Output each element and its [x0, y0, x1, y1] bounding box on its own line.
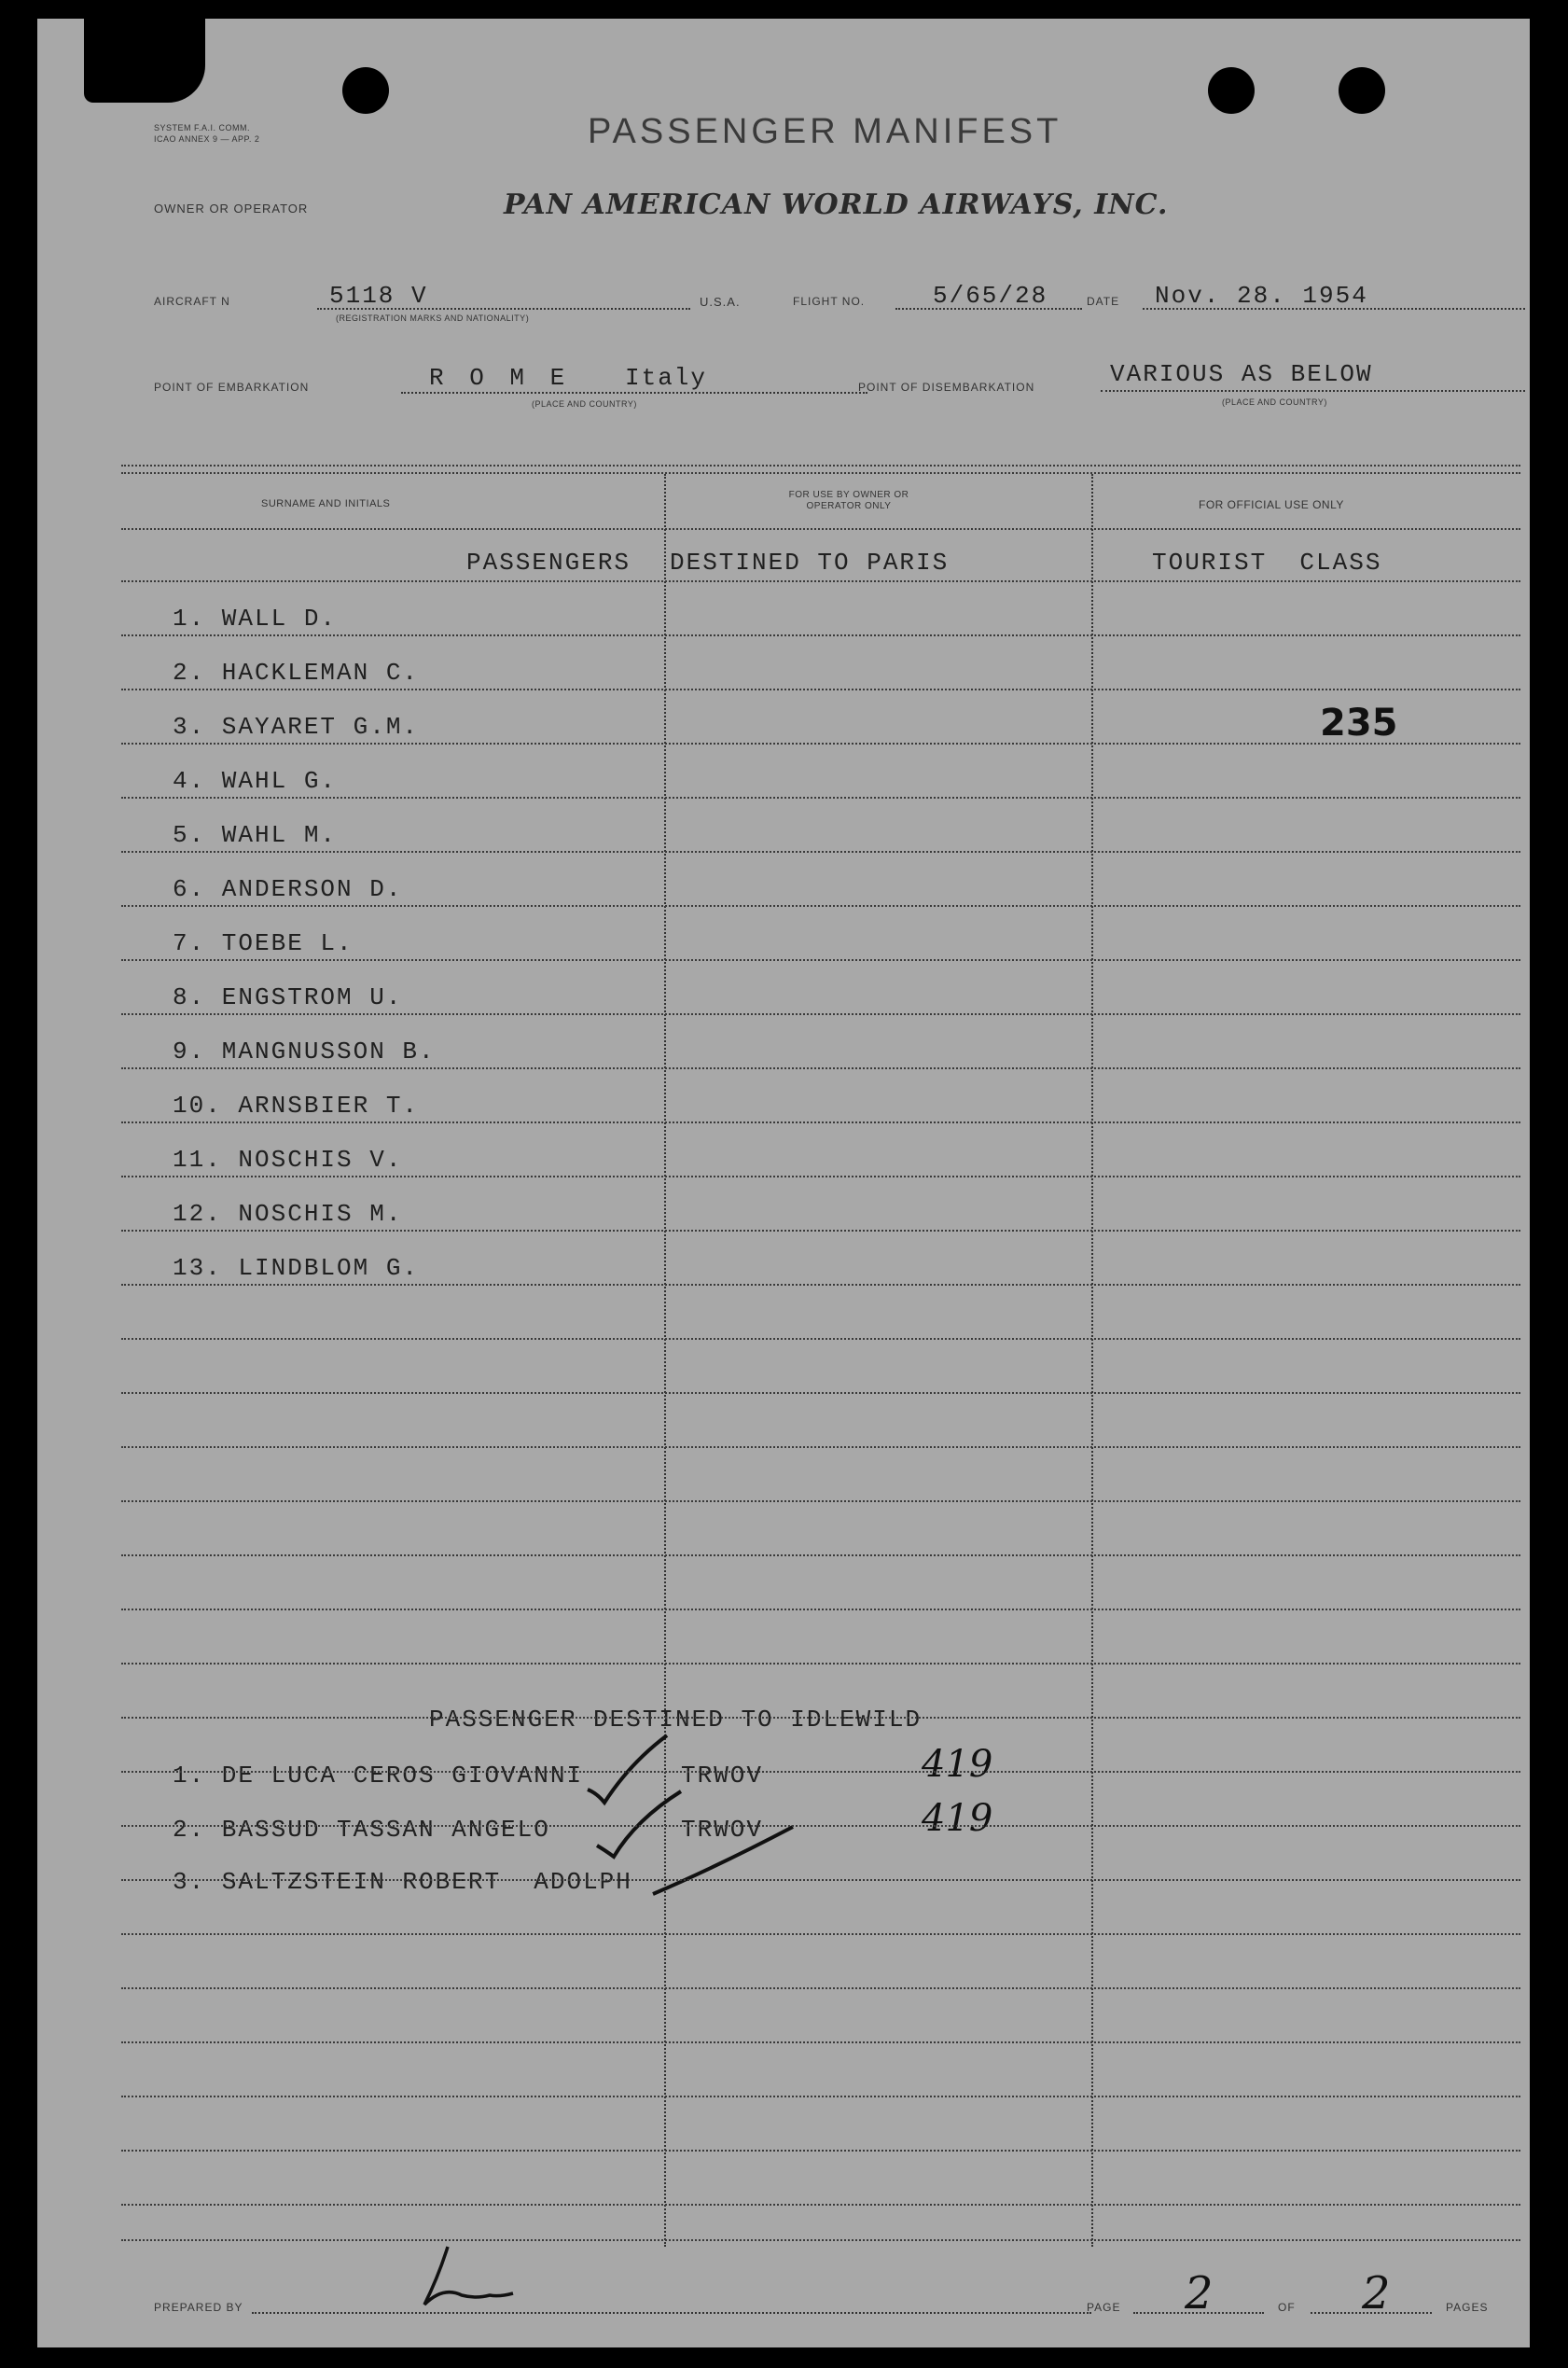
ruled-row-line [121, 959, 1520, 961]
idlewild-code-2: TRWOV [681, 1816, 764, 1844]
ruled-row-line [121, 1284, 1520, 1286]
disembarkation-label: POINT OF DISEMBARKATION [858, 381, 1035, 394]
page-total: 2 [1362, 2267, 1391, 2319]
of-label: OF [1278, 2301, 1296, 2314]
registration-caption: (REGISTRATION MARKS AND NATIONALITY) [336, 313, 530, 323]
ruled-row-line [121, 1446, 1520, 1448]
passenger-4: 4. WAHL G. [173, 767, 338, 795]
flight-number: 5/65/28 [933, 282, 1048, 310]
place-caption-2: (PLACE AND COUNTRY) [1222, 397, 1327, 407]
aircraft-line [317, 308, 690, 310]
idlewild-code-1: TRWOV [681, 1762, 764, 1790]
punch-hole-center [1208, 67, 1255, 114]
passenger-12: 12. NOSCHIS M. [173, 1200, 403, 1228]
page-number: 2 [1185, 2267, 1214, 2319]
check-marks [578, 1717, 802, 1903]
ruled-row-line [121, 1825, 1520, 1827]
ruled-row-line [121, 1609, 1520, 1610]
page-line [1133, 2312, 1264, 2314]
ruled-row-line [121, 1987, 1520, 1989]
paris-heading-left: PASSENGERS [466, 549, 631, 577]
embarkation-line [401, 392, 867, 394]
passenger-5: 5. WAHL M. [173, 821, 338, 849]
idlewild-passenger-1: 1. DE LUCA CEROS GIOVANNI [173, 1762, 584, 1790]
ruled-row-line [121, 689, 1520, 690]
ruled-row-line [121, 580, 1520, 582]
manifest-sheet [37, 19, 1530, 2347]
ruled-row-line [121, 1121, 1520, 1123]
passenger-13: 13. LINDBLOM G. [173, 1254, 420, 1282]
flight-line [895, 308, 1082, 310]
column-divider-2 [1091, 474, 1093, 2247]
ruled-row-line [121, 743, 1520, 745]
prepared-by-label: PREPARED BY [154, 2301, 243, 2314]
punch-hole-right [1339, 67, 1385, 114]
usa-label: U.S.A. [700, 295, 741, 309]
passenger-11: 11. NOSCHIS V. [173, 1146, 403, 1174]
footer-line [121, 2239, 1520, 2241]
passenger-1: 1. WALL D. [173, 605, 338, 633]
passenger-10: 10. ARNSBIER T. [173, 1092, 420, 1120]
passenger-8: 8. ENGSTROM U. [173, 983, 403, 1011]
ruled-row-line [121, 2096, 1520, 2097]
paris-heading-mid: DESTINED TO PARIS [670, 549, 950, 577]
col-surname-header: SURNAME AND INITIALS [261, 498, 391, 509]
idlewild-heading: PASSENGER DESTINED TO IDLEWILD [429, 1706, 923, 1734]
aircraft-label: AIRCRAFT N [154, 295, 230, 308]
passenger-2: 2. HACKLEMAN C. [173, 659, 420, 687]
ruled-row-line [121, 1067, 1520, 1069]
preparer-signature [396, 2239, 536, 2323]
table-top-line-2 [121, 472, 1520, 474]
ruled-row-line [121, 851, 1520, 853]
ruled-row-line [121, 797, 1520, 799]
paris-heading-right: TOURIST CLASS [1152, 549, 1382, 577]
idlewild-passenger-3: 3. SALTZSTEIN ROBERT ADOLPH [173, 1868, 632, 1896]
official-stamp-number: 235 [1320, 702, 1398, 745]
operator-name: PAN AMERICAN WORLD AIRWAYS, INC. [504, 188, 1169, 221]
ruled-row-line [121, 1554, 1520, 1556]
place-caption: (PLACE AND COUNTRY) [532, 399, 637, 409]
ruled-row-line [121, 2041, 1520, 2043]
ruled-row-line [121, 1013, 1520, 1015]
flight-date: Nov. 28. 1954 [1155, 282, 1368, 310]
punch-hole-left [342, 67, 389, 114]
idlewild-note-2: 419 [922, 1797, 993, 1840]
ruled-row-line [121, 1176, 1520, 1177]
col-official-header: FOR OFFICIAL USE ONLY [1199, 498, 1344, 511]
embarkation-city: R O M E [429, 364, 571, 392]
date-label: DATE [1087, 295, 1120, 308]
ruled-row-line [121, 1879, 1520, 1881]
aircraft-number: 5118 V [329, 282, 428, 310]
ruled-row-line [121, 2204, 1520, 2206]
ruled-row-line [121, 1663, 1520, 1665]
ruled-row-line [121, 1392, 1520, 1394]
ruled-row-line [121, 1230, 1520, 1232]
passenger-9: 9. MANGNUSSON B. [173, 1038, 436, 1066]
pages-line [1311, 2312, 1432, 2314]
ruled-row-line [121, 1717, 1520, 1719]
system-note-1: SYSTEM F.A.I. COMM. [154, 123, 251, 132]
owner-label: OWNER OR OPERATOR [154, 202, 309, 216]
ruled-row-line [121, 1500, 1520, 1502]
check-mark-1 [588, 1735, 667, 1803]
col-owner-header: FOR USE BY OWNER OR OPERATOR ONLY [788, 490, 909, 511]
embarkation-country: Italy [625, 364, 708, 392]
page-title: PASSENGER MANIFEST [588, 112, 1062, 151]
idlewild-note-1: 419 [922, 1743, 993, 1786]
disembarkation-value: VARIOUS AS BELOW [1110, 360, 1373, 388]
passenger-7: 7. TOEBE L. [173, 929, 354, 957]
torn-corner [84, 19, 205, 103]
ruled-row-line [121, 1338, 1520, 1340]
header-bottom-line [121, 528, 1520, 530]
check-stroke-3 [653, 1827, 793, 1894]
system-note-2: ICAO ANNEX 9 — APP. 2 [154, 134, 260, 144]
ruled-row-line [121, 1933, 1520, 1935]
disembarkation-line [1101, 390, 1525, 392]
flight-label: FLIGHT NO. [793, 295, 866, 308]
table-top-line-1 [121, 465, 1520, 467]
idlewild-passenger-2: 2. BASSUD TASSAN ANGELO [173, 1816, 550, 1844]
ruled-row-line [121, 634, 1520, 636]
passenger-6: 6. ANDERSON D. [173, 875, 403, 903]
prepared-by-line [252, 2312, 1091, 2314]
passenger-3: 3. SAYARET G.M. [173, 713, 420, 741]
pages-label: PAGES [1446, 2301, 1489, 2314]
check-mark-2 [597, 1791, 681, 1857]
page-label: PAGE [1087, 2301, 1121, 2314]
column-divider-1 [664, 474, 666, 2247]
ruled-row-line [121, 905, 1520, 907]
date-line [1143, 308, 1525, 310]
ruled-row-line [121, 2150, 1520, 2152]
ruled-row-line [121, 1771, 1520, 1773]
embarkation-label: POINT OF EMBARKATION [154, 381, 310, 394]
